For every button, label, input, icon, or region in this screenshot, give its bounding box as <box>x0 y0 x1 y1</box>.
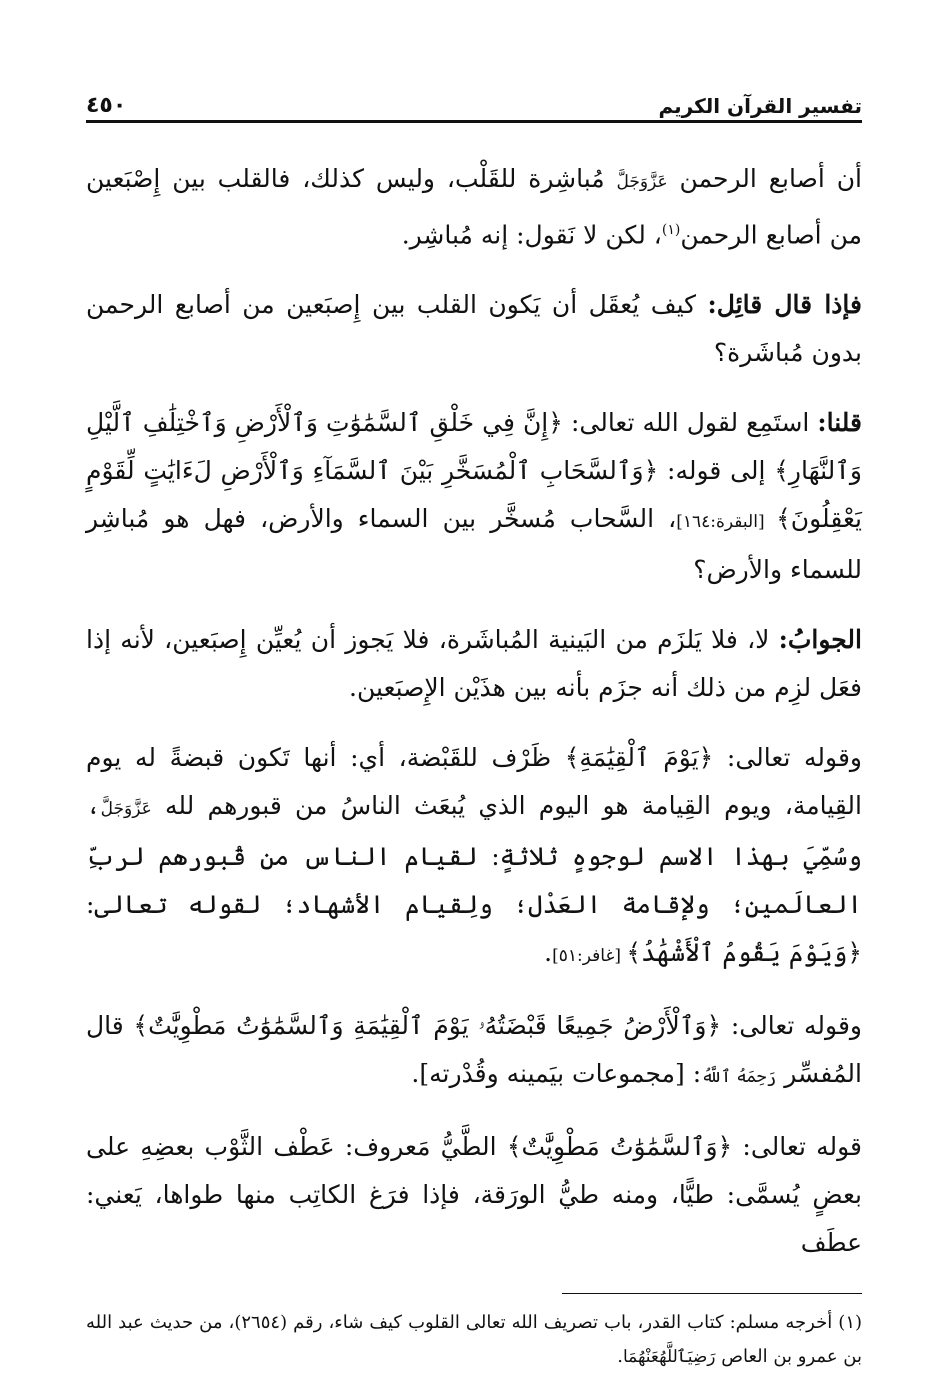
text: إلى قوله: <box>658 456 775 486</box>
quran-verse: ﴿وَٱلسَّحَابِ ٱلْمُسَخَّرِ بَيْنَ ٱلسَّمَآءِ وَٱلْأَرْضِ لَءَايَٰتٍ لِّقَوْمٍ يَعْقِلُونَ﴾ <box>86 456 862 534</box>
honorific: رَضِيَٱللَّهُعَنْهُمَا <box>622 1347 716 1368</box>
page-header <box>86 84 862 123</box>
text: لا، فلا يَلزَم من البَينية المُباشَرة، فلا يَجوز أن يُعيِّن إِصبَعين، لأنه إذا فعَل لزِم من ذلك أنه جزَم بأنه بين هذَيْن الإِصبَعين. <box>86 625 862 703</box>
page-number: ٤٥٠ <box>86 93 127 118</box>
text: وقوله تعالى: <box>713 743 862 773</box>
text: وقوله تعالى: <box>721 1011 862 1041</box>
paragraph-1 <box>86 155 862 259</box>
text: ، لكن لا نَقول: إنه مُباشِر. <box>401 220 662 250</box>
honorific: عَزَّوَجَلَّ <box>100 799 152 820</box>
paragraph-4 <box>86 616 862 712</box>
quran-verse: ﴿وَٱلسَّمَٰوَٰتُ مَطْوِيَّٰتٌ﴾ <box>506 1132 733 1162</box>
honorific: عَزَّوَجَلَّ <box>616 172 668 192</box>
footnote-text: (١) أخرجه مسلم: كتاب القدر، باب تصريف الله تعالى القلوب كيف شاء، رقم (٢٦٥٤)، من حديث عبد الله بن عمرو بن العاص <box>86 1312 863 1368</box>
body-text <box>86 155 862 1267</box>
lead-phrase: الجوابُ: <box>778 625 862 655</box>
lead-phrase: قلنا: <box>817 408 862 438</box>
text: قال المُفسِّر <box>86 1011 862 1089</box>
text: . <box>544 938 553 968</box>
verse-reference: [غافر:٥١] <box>552 946 627 967</box>
quran-verse: ﴿وَٱلْأَرْضُ جَمِيعًا قَبْضَتُهُۥ يَوْمَ ٱلْقِيَٰمَةِ وَٱلسَّمَٰوَٰتُ مَطْوِيَّٰتٌ﴾ <box>133 1011 722 1041</box>
paragraph-3 <box>86 399 862 594</box>
text: أن أصابع الرحمن <box>667 164 862 193</box>
text: : [مجموعات بيَمينه وقُدْرته]. <box>411 1059 702 1089</box>
book-title: تفسير القرآن الكريم <box>658 94 862 118</box>
text: قوله تعالى: <box>732 1132 863 1162</box>
text: ، وسُمِّيَ بهذا الاسم لوجوهٍ ثلاثةٍ: لقيام الناس من قُبورهم لربِّ العالَمين؛ ولإقامة العَدْل؛ ولِقيام الأشهاد؛ لقوله تعالى: <box>86 791 862 920</box>
paragraph-5 <box>86 734 862 980</box>
quran-verse: ﴿إِنَّ فِي خَلْقِ ٱلسَّمَٰوَٰتِ وَٱلْأَرْضِ وَٱخْتِلَٰفِ ٱلَّيْلِ وَٱلنَّهَارِ﴾ <box>86 408 862 486</box>
footnote-end: . <box>617 1346 623 1368</box>
footnote-separator <box>562 1293 862 1294</box>
lead-phrase: فإذا قال قائِل: <box>707 290 862 320</box>
honorific: رَحِمَهُ ٱللَّهُ <box>701 1067 777 1088</box>
verse-reference: [البقرة:١٦٤] <box>676 512 777 533</box>
text: ، السَّحاب مُسخَّر بين السماء والأرض، فهل هو مُباشِر للسماء والأرض؟ <box>86 504 862 585</box>
text: الطَّيُّ مَعروف: عَطْف الثَّوْب بعضِهِ على بعضٍ يُسمَّى: طيًّا، ومنه طيُّ الورَقة، فإذا فرَغ الكاتِب منها طواها، يَعني: عطَف <box>86 1132 862 1258</box>
text: استَمِع لقول الله تعالى: <box>562 408 818 438</box>
text: ظَرْف للقَبْضة، أي: أنها تَكون قبضةً له يوم القِيامة، ويوم القِيامة هو اليوم الذي يُبعَث الناسُ من قبورهم لله <box>86 743 862 821</box>
text: كيف يُعقَل أن يَكون القلب بين إِصبَعين من أصابع الرحمن بدون مُباشَرة؟ <box>86 290 862 368</box>
text: مُباشِرة للقَلْب، وليس كذلك، فالقلب بين إِصْبَعين من أصابع الرحمن <box>86 164 862 250</box>
quran-verse: ﴿يَوْمَ ٱلْقِيَٰمَةِ﴾ <box>564 743 714 773</box>
paragraph-6 <box>86 1002 862 1101</box>
footnote-marker[interactable]: (١) <box>661 222 681 238</box>
paragraph-7 <box>86 1123 862 1267</box>
footnote <box>86 1306 862 1374</box>
book-page <box>86 84 863 1368</box>
paragraph-2 <box>86 281 862 377</box>
quran-verse: ﴿وَيَوْمَ يَقُومُ ٱلْأَشْهَٰدُ﴾ <box>626 938 862 968</box>
